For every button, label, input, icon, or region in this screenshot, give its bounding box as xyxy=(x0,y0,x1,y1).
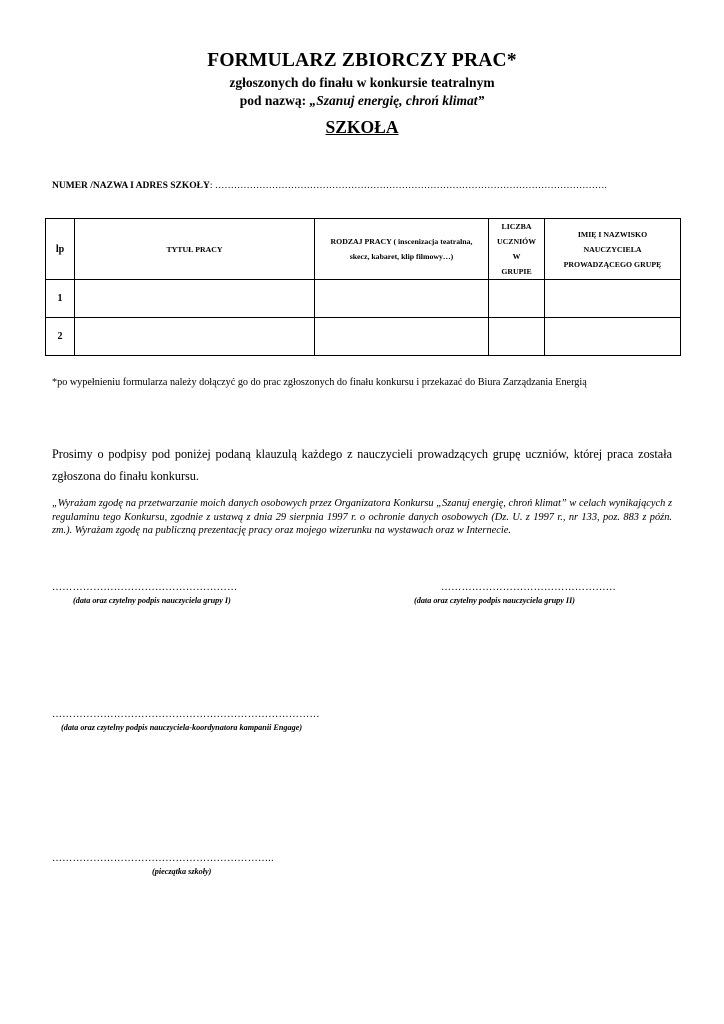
school-stamp-label: (pieczątka szkoły) xyxy=(152,867,212,876)
column-header-type-line2: skecz, kabaret, klip filmowy…) xyxy=(349,252,454,261)
signature-label-group1: (data oraz czytelny podpis nauczyciela grupy I) xyxy=(73,596,231,605)
school-address-field[interactable] xyxy=(52,181,682,191)
contest-name-prefix: pod nazwą: xyxy=(239,93,310,108)
footnote: *po wypełnieniu formularza należy dołączyć go do prac zgłoszonych do finału konkursu i przekazać do Biura Zarządzania Energią xyxy=(52,377,587,388)
count-cell[interactable] xyxy=(489,280,545,318)
column-header-lp: lp xyxy=(46,219,75,280)
signature-line-group2[interactable]: …………………………………………… xyxy=(441,582,617,593)
table-header-row xyxy=(46,219,681,280)
contest-name-line xyxy=(0,93,724,109)
signature-line-coordinator[interactable]: …………………………………………………………………… xyxy=(52,709,320,720)
school-stamp-line[interactable]: ……………………………………………………….. xyxy=(52,853,274,864)
column-header-type xyxy=(315,219,489,280)
column-header-teacher-line2: NAUCZYCIELA xyxy=(583,244,642,254)
title-cell[interactable] xyxy=(75,318,315,356)
contest-name: „Szanuj energię, chroń klimat” xyxy=(309,93,485,108)
teacher-cell[interactable] xyxy=(545,280,681,318)
column-header-type-line1: RODZAJ PRACY ( inscenizacja teatralna, xyxy=(330,237,473,246)
column-header-count xyxy=(489,219,545,280)
row-lp: 1 xyxy=(46,280,75,318)
column-header-count-line2: UCZNIÓW xyxy=(497,237,536,246)
column-header-teacher xyxy=(545,219,681,280)
consent-clause: „Wyrażam zgodę na przetwarzanie moich danych osobowych przez Organizatora Konkursu „Szanuj energię, chroń klimat” w celach wynikających z regulaminu tego Konkursu, zgodnie z ustawą z dnia 29 sierpnia 1997 r. o ochronie danych osobowych (Dz. U. z 1997 r., nr 133, poz. 883 z późn. zm.). Wyrażam zgodę na publiczną prezentację pracy oraz mojego wizerunku na wystawach oraz w Internecie. xyxy=(52,498,672,536)
table-row xyxy=(46,280,681,318)
works-table xyxy=(45,218,681,356)
count-cell[interactable] xyxy=(489,318,545,356)
signature-line-group1[interactable]: ……………………………………………… xyxy=(52,582,238,593)
signature-label-coordinator: (data oraz czytelny podpis nauczyciela-koordynatora kampanii Engage) xyxy=(61,723,303,732)
teacher-cell[interactable] xyxy=(545,318,681,356)
signature-request-text: Prosimy o podpisy pod poniżej podaną klauzulą każdego z nauczycieli prowadzących grupę uczniów, której praca została zgłoszona do finału konkursu. xyxy=(52,447,672,483)
column-header-count-line4: GRUPIE xyxy=(501,267,532,276)
school-address-separator: : xyxy=(209,181,215,191)
school-address-dots: ……………………………………………………………………………………………………………. xyxy=(214,181,607,191)
form-title: FORMULARZ ZBIORCZY PRAC* xyxy=(207,50,517,71)
form-subtitle: zgłoszonych do finału w konkursie teatralnym xyxy=(229,75,495,90)
title-cell[interactable] xyxy=(75,280,315,318)
table-row xyxy=(46,318,681,356)
type-cell[interactable] xyxy=(315,318,489,356)
column-header-teacher-line1: IMIĘ I NAZWISKO xyxy=(577,229,648,239)
column-header-teacher-line3: PROWADZĄCEGO GRUPĘ xyxy=(563,259,662,269)
column-header-count-line1: LICZBA xyxy=(501,222,532,231)
column-header-count-line3: W xyxy=(512,252,521,261)
type-cell[interactable] xyxy=(315,280,489,318)
section-heading: SZKOŁA xyxy=(325,117,399,137)
row-lp: 2 xyxy=(46,318,75,356)
column-header-title: TYTUŁ PRACY xyxy=(75,219,315,280)
signature-label-group2: (data oraz czytelny podpis nauczyciela grupy II) xyxy=(414,596,576,605)
school-address-label: NUMER /NAZWA I ADRES SZKOŁY xyxy=(52,181,210,191)
